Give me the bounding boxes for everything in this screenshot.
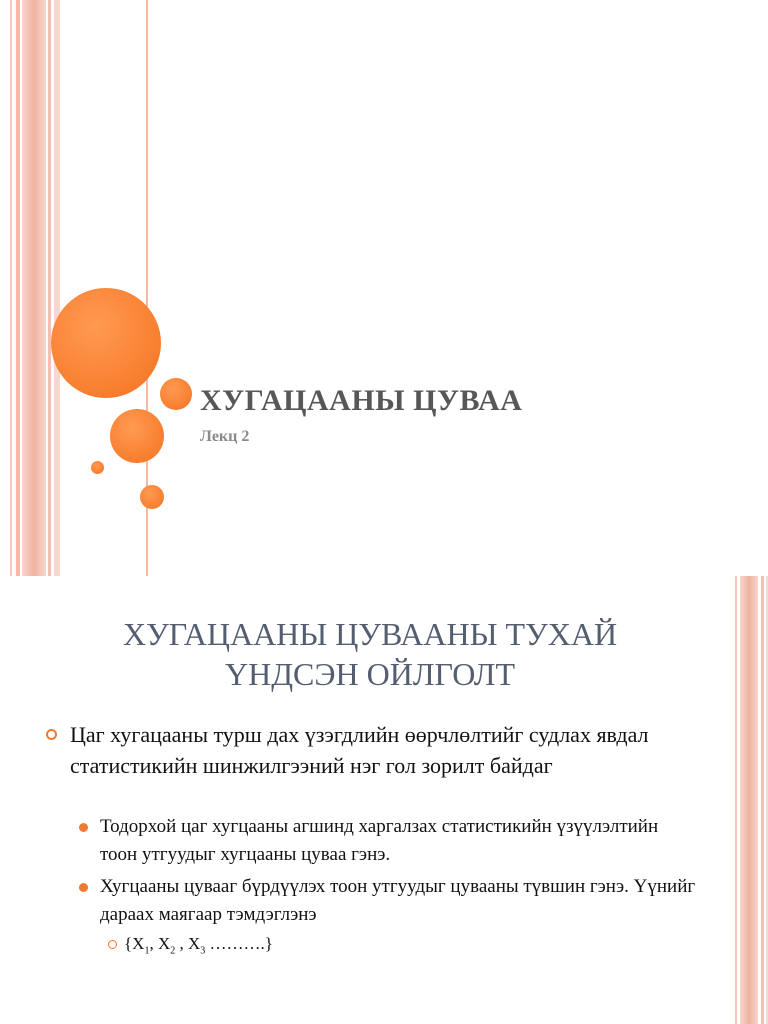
decorative-stripe: [54, 0, 60, 576]
bullet-dot-icon: [79, 883, 88, 892]
decorative-stripe: [740, 576, 758, 1024]
formula-part: {X: [124, 934, 145, 953]
bullet-item: Цаг хугацааны турш дах үзэгдлийн өөрчлөлтийг судлах явдал статистикийн шинжилгээний нэг гол зорилт байдаг: [70, 722, 649, 778]
formula-subscript: 2: [170, 945, 176, 957]
slide-subtitle: Лекц 2: [200, 428, 250, 445]
decorative-stripe: [16, 0, 20, 576]
slide-heading: [40, 614, 700, 694]
heading-line-1: ХУГАЦААНЫ ЦУВААНЫ ТУХАЙ: [122, 616, 618, 652]
decorative-stripe: [48, 0, 51, 576]
slide-title: ХУГАЦААНЫ ЦУВАА: [200, 384, 523, 417]
decorative-stripe: [10, 0, 12, 576]
heading-line-2: ҮНДСЭН ОЙЛГОЛТ: [224, 656, 515, 692]
formula-subscript: 1: [144, 945, 150, 957]
bullet-ring-small-icon: [108, 940, 117, 949]
decorative-stripe: [761, 576, 764, 1024]
sub-bullet-item: Тодорхой цаг хугцааны агшинд харгалзах статистикийн үзүүлэлтийн тоон утгуудыг хугцааны цуваа гэнэ.: [100, 816, 659, 865]
decorative-circle-medium: [110, 409, 164, 463]
decorative-circle-tiny: [91, 461, 104, 474]
decorative-circle-small: [160, 378, 192, 410]
bullet-ring-icon: [46, 729, 57, 740]
decorative-stripe: [735, 576, 737, 1024]
bullet-dot-icon: [79, 823, 88, 832]
formula: [124, 931, 273, 964]
decorative-circle-large: [51, 288, 161, 398]
formula-subscript: 3: [200, 945, 206, 957]
formula-part: ……….}: [205, 934, 273, 953]
sub-bullet-item: Хугцааны цувааг бүрдүүлэх тоон утгуудыг цувааны түвшин гэнэ. Үүнийг дараах маягаар тэмдэглэнэ: [100, 876, 696, 925]
content-slide: [0, 576, 768, 1024]
decorative-circle-small: [140, 485, 164, 509]
formula-part: , X: [175, 934, 201, 953]
decorative-stripe: [22, 0, 46, 576]
formula-part: , X: [149, 934, 171, 953]
